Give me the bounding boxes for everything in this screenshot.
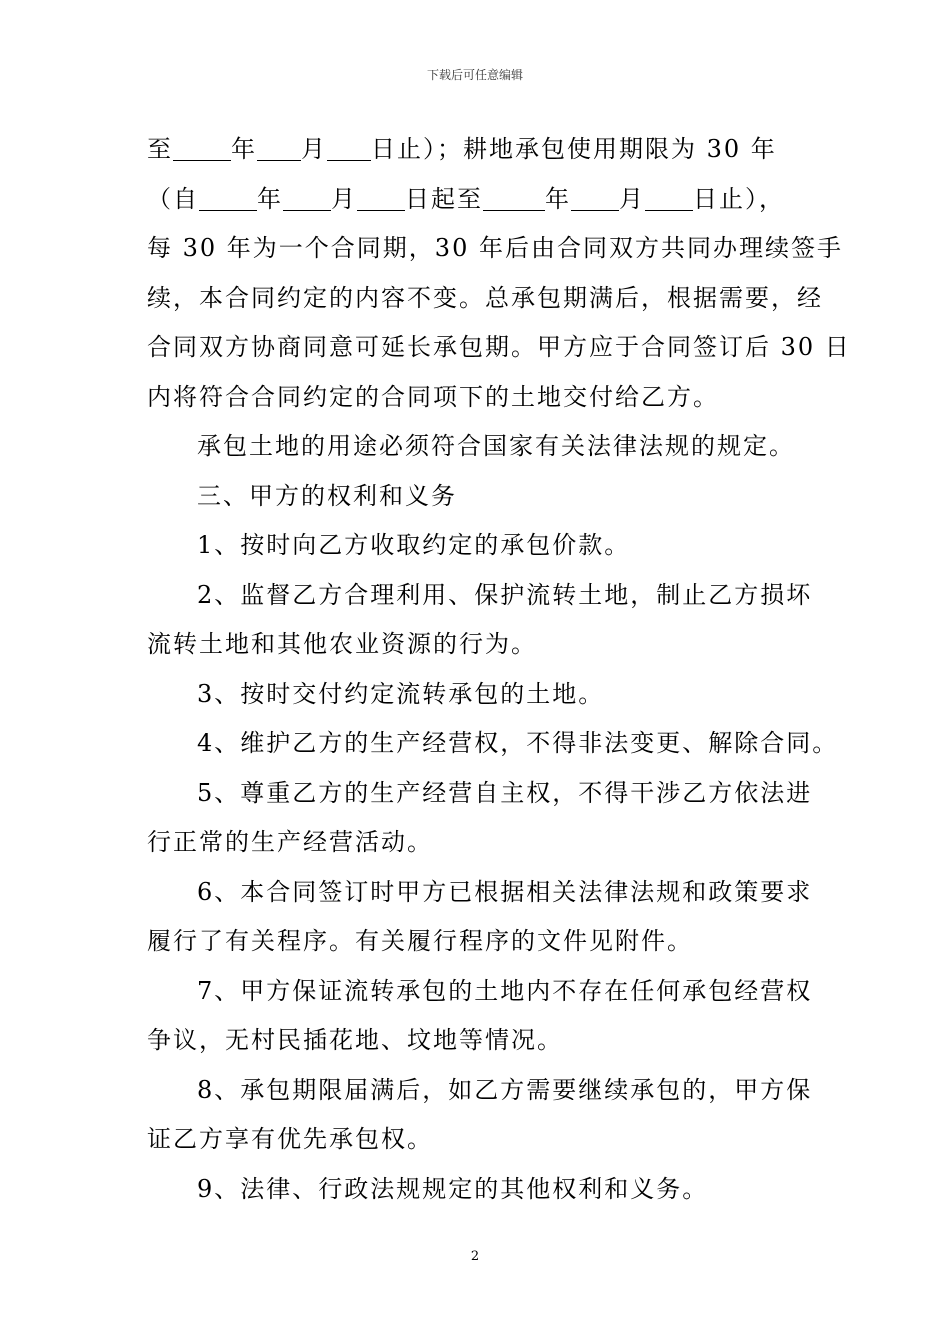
list-item: 6、本合同签订时甲方已根据相关法律法规和政策要求 bbox=[197, 877, 813, 906]
list-item: 9、法律、行政法规规定的其他权利和义务。 bbox=[197, 1174, 709, 1203]
blank-start-day-field bbox=[357, 180, 405, 211]
text-segment: 日止）；耕地承包使用期限为 30 年 bbox=[371, 135, 777, 163]
text-segment: 日起至 bbox=[405, 184, 483, 213]
blank-end-day-field bbox=[645, 180, 693, 211]
land-use-paragraph: 承包土地的用途必须符合国家有关法律法规的规定。 bbox=[197, 432, 795, 460]
list-item: 4、维护乙方的生产经营权，不得非法变更、解除合同。 bbox=[197, 729, 839, 757]
term-line-1 bbox=[147, 125, 827, 175]
page-header: 下载后可任意编辑 bbox=[426, 68, 523, 82]
list-item: 2、监督乙方合理利用、保护流转土地，制止乙方损坏 bbox=[197, 580, 813, 609]
blank-start-month-field bbox=[283, 180, 331, 211]
list-item-continuation: 流转土地和其他农业资源的行为。 bbox=[147, 630, 537, 658]
text-segment: 日止）， bbox=[693, 184, 785, 213]
blank-start-year-field bbox=[199, 180, 257, 211]
blank-month-field bbox=[257, 130, 301, 161]
term-line-2 bbox=[147, 175, 827, 225]
text-segment: 月 bbox=[331, 184, 357, 213]
paragraph-line: 合同双方协商同意可延长承包期。甲方应于合同签订后 30 日 bbox=[147, 333, 851, 361]
text-segment: 月 bbox=[619, 184, 645, 213]
text-segment: 年 bbox=[257, 184, 283, 213]
list-item-continuation: 证乙方享有优先承包权。 bbox=[147, 1125, 433, 1153]
blank-end-month-field bbox=[571, 180, 619, 211]
blank-year-field bbox=[173, 130, 231, 161]
text-segment: 至 bbox=[147, 135, 173, 163]
page-number: 2 bbox=[470, 1249, 480, 1264]
paragraph-line: 内将符合合同约定的合同项下的土地交付给乙方。 bbox=[147, 382, 719, 411]
blank-end-year-field bbox=[483, 180, 545, 211]
paragraph-line: 每 30 年为一个合同期，30 年后由合同双方共同办理续签手 bbox=[147, 234, 843, 262]
list-item-continuation: 行正常的生产经营活动。 bbox=[147, 828, 433, 856]
list-item: 1、按时向乙方收取约定的承包价款。 bbox=[197, 531, 631, 559]
text-segment: 月 bbox=[301, 135, 327, 163]
list-item: 7、甲方保证流转承包的土地内不存在任何承包经营权 bbox=[197, 976, 813, 1005]
list-item-continuation: 履行了有关程序。有关履行程序的文件见附件。 bbox=[147, 927, 693, 955]
list-item-continuation: 争议，无村民插花地、坟地等情况。 bbox=[147, 1026, 563, 1054]
text-segment: 年 bbox=[545, 184, 571, 213]
text-segment: （自 bbox=[147, 184, 199, 213]
list-item: 3、按时交付约定流转承包的土地。 bbox=[197, 679, 605, 708]
list-item: 8、承包期限届满后，如乙方需要继续承包的，甲方保 bbox=[197, 1075, 813, 1104]
list-item: 5、尊重乙方的生产经营自主权，不得干涉乙方依法进 bbox=[197, 778, 813, 807]
text-segment: 年 bbox=[231, 135, 257, 163]
contract-body bbox=[147, 125, 851, 1214]
blank-day-field bbox=[327, 130, 371, 161]
paragraph-line: 续，本合同约定的内容不变。总承包期满后，根据需要，经 bbox=[147, 283, 823, 312]
section-heading: 三、甲方的权利和义务 bbox=[197, 481, 457, 510]
